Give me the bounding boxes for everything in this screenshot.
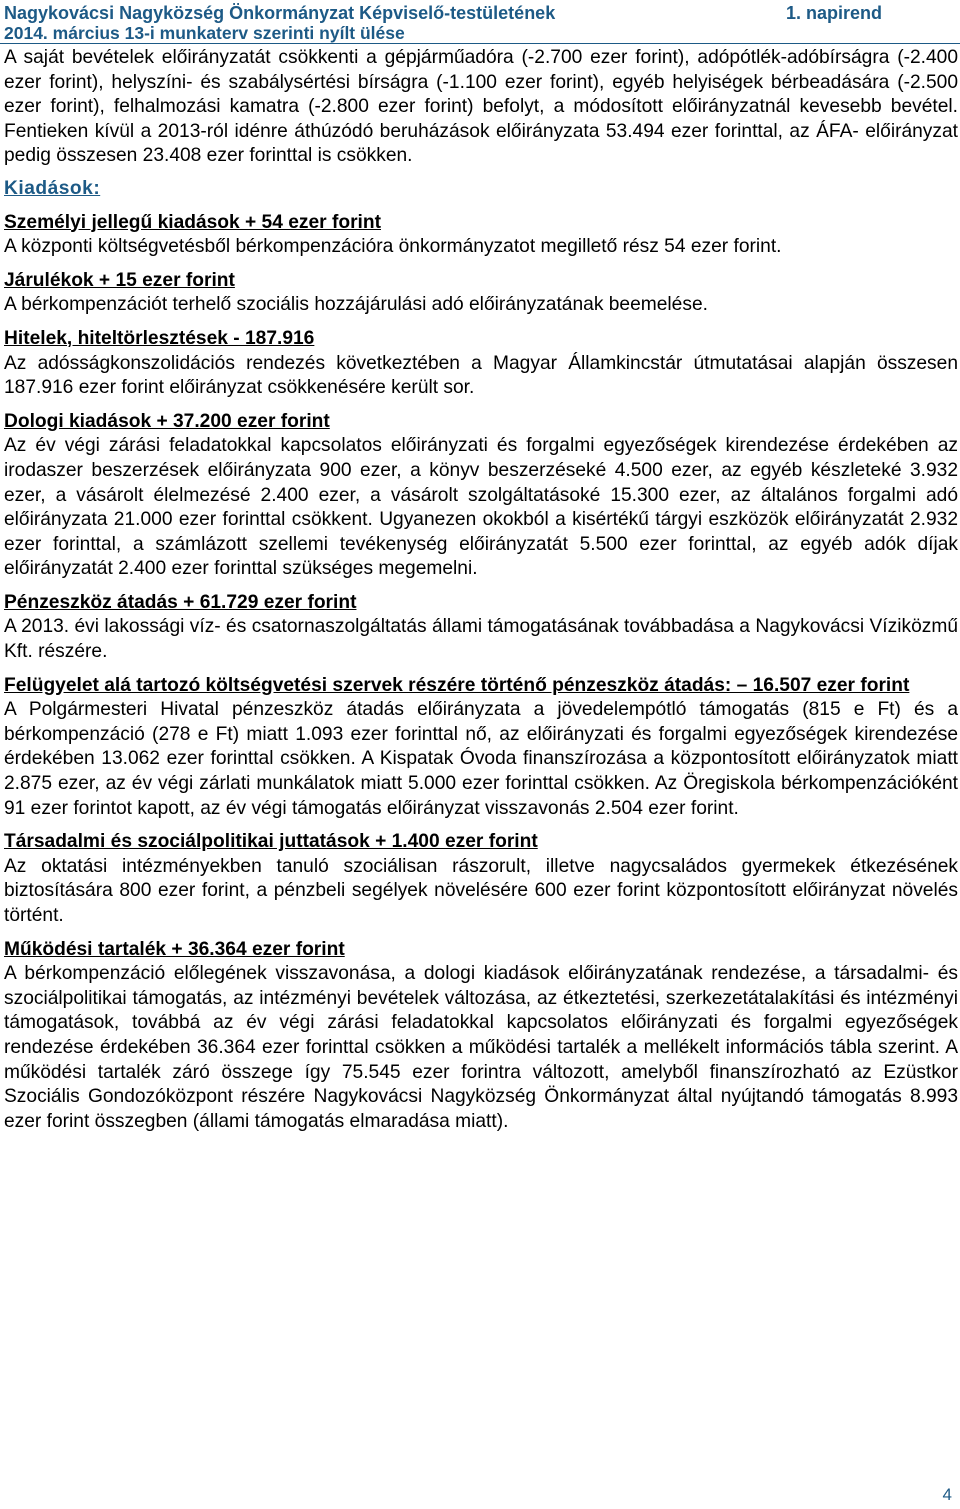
header-divider bbox=[0, 43, 960, 44]
section-title: Hitelek, hiteltörlesztések - 187.916 bbox=[4, 327, 315, 349]
section-body: Az oktatási intézményekben tanuló szociálisan rászorult, illetve nagycsaládos gyermekek étkezésének biztosítására 800 ezer forint, a pénzbeli segélyek növelésére 600 ezer forint központosított előirányzat növelés történt. bbox=[4, 855, 958, 926]
section-contributions bbox=[4, 269, 958, 318]
section-title: Személyi jellegű kiadások + 54 ezer forint bbox=[4, 211, 381, 233]
section-title: Működési tartalék + 36.364 ezer forint bbox=[4, 938, 345, 960]
document-body bbox=[4, 46, 958, 1134]
section-social-benefits bbox=[4, 830, 958, 928]
section-title: Társadalmi és szociálpolitikai juttatások + 1.400 ezer forint bbox=[4, 831, 538, 853]
section-body: Az adósságkonszolidációs rendezés következtében a Magyar Államkincstár útmutatásai alapján összesen 187.916 ezer forint előirányzat csökkenésére került sor. bbox=[4, 352, 958, 399]
section-title: Felügyelet alá tartozó költségvetési szervek részére történő pénzeszköz átadás: – 16.507 ezer forint bbox=[4, 674, 910, 696]
section-body: A központi költségvetésből bérkompenzációra önkormányzatot megillető rész 54 ezer forint. bbox=[4, 236, 782, 258]
section-fund-transfer bbox=[4, 591, 958, 665]
section-body: A Polgármesteri Hivatal pénzeszköz átadás előirányzata a jövedelempótló támogatás (815 e Ft) és a bérkompenzáció (278 e Ft) miatt 1.093 ezer forinttal nő, az előirányzati és forgalmi egyezőségek kirendezése érdekében 13.062 ezer forinttal csökken. A Kispatak Óvoda finanszírozása a központosított előirányzatok miatt 2.875 ezer, az év végi zárlati munkálatok miatt 5.000 ezer forinttal csökken. Az Öregiskola bérkompenzációként 91 ezer forintot kapott, az év végi támogatás előirányzat visszavonás 2.504 ezer forint. bbox=[4, 699, 958, 819]
intro-paragraph: A saját bevételek előirányzatát csökkenti a gépjárműadóra (-2.700 ezer forint), adópótlék-adóbírságra (-2.400 ezer forint), helyszíni- és szabálysértési bírságra (-1.100 ezer forint), egyéb helyiségek bérbeadására (-2.500 ezer forint), felhalmozási kamatra (-2.800 ezer forint) befolyt, a módosított előirányzatnál kevesebb bevétel. Fentieken kívül a 2013-ról idénre áthúzódó beruházások előirányzata 53.494 ezer forinttal, az ÁFA- előirányzat pedig összesen 23.408 ezer forinttal is csökken. bbox=[4, 47, 958, 167]
page-header bbox=[0, 0, 960, 44]
section-loans bbox=[4, 327, 958, 401]
section-body: A bérkompenzációt terhelő szociális hozzájárulási adó előirányzatának beemelése. bbox=[4, 294, 708, 316]
section-operating-reserve bbox=[4, 938, 958, 1135]
section-body: A bérkompenzáció előlegének visszavonása, a dologi kiadások előirányzatának rendezése, a társadalmi- és szociálpolitikai támogatás, az intézményi bevételek változása, az étkeztetési, szerkezetátalakítási és intézményi támogatások, továbbá az év végi zárási feladatokkal kapcsolatos előirányzati és forgalmi egyezőségek rendezése érdekében 36.364 ezer forinttal csökken a működési tartalék a mellékelt információs tábla szerint. A működési tartalék záró összege így 75.545 ezer forintra változott, amelyből finanszírozható az Ezüstkor Szociális Gondozóközpont részére Nagykovácsi Nagyközség Önkormányzat által nyújtandó támogatás 8.993 ezer forint összegben (állami támogatás elmaradása miatt). bbox=[4, 963, 958, 1132]
section-title: Dologi kiadások + 37.200 ezer forint bbox=[4, 410, 330, 432]
section-material-expenses bbox=[4, 410, 958, 582]
section-body: Az év végi zárási feladatokkal kapcsolatos előirányzati és forgalmi egyezőségek kirendezése érdekében az irodaszer beszerzések előirányzata 900 ezer, a könyv beszerzéseké 4.500 ezer, az egyéb készleteké 3.932 ezer, a vásárolt élelmezésé 2.400 ezer, a vásárolt szolgáltatásoké 15.300 ezer, az általános forgalmi adó előirányzata 21.000 ezer forinttal csökkent. Ugyanezen okokból a kisértékű tárgyi eszközök előirányzatát 2.932 ezer forinttal, a számlázott szellemi tevékenység előirányzatát 5.500 ezer forinttal, az egyéb adók díjak előirányzatát 2.400 ezer forinttal szükséges megemelni. bbox=[4, 435, 958, 580]
page-number: 4 bbox=[942, 1485, 952, 1504]
header-title: Nagykovácsi Nagyközség Önkormányzat Képviselő-testületének bbox=[4, 3, 556, 23]
section-title: Járulékok + 15 ezer forint bbox=[4, 269, 235, 291]
kiadasok-heading: Kiadások: bbox=[4, 177, 101, 199]
header-agenda-item: 1. napirend bbox=[786, 3, 883, 23]
section-title: Pénzeszköz átadás + 61.729 ezer forint bbox=[4, 591, 357, 613]
section-supervised-bodies bbox=[4, 674, 958, 822]
header-subtitle: 2014. március 13-i munkaterv szerinti nyílt ülése bbox=[4, 23, 405, 43]
section-personal-expenses bbox=[4, 211, 958, 260]
section-body: A 2013. évi lakossági víz- és csatornaszolgáltatás állami támogatásának továbbadása a Nagykovácsi Víziközmű Kft. részére. bbox=[4, 616, 958, 663]
